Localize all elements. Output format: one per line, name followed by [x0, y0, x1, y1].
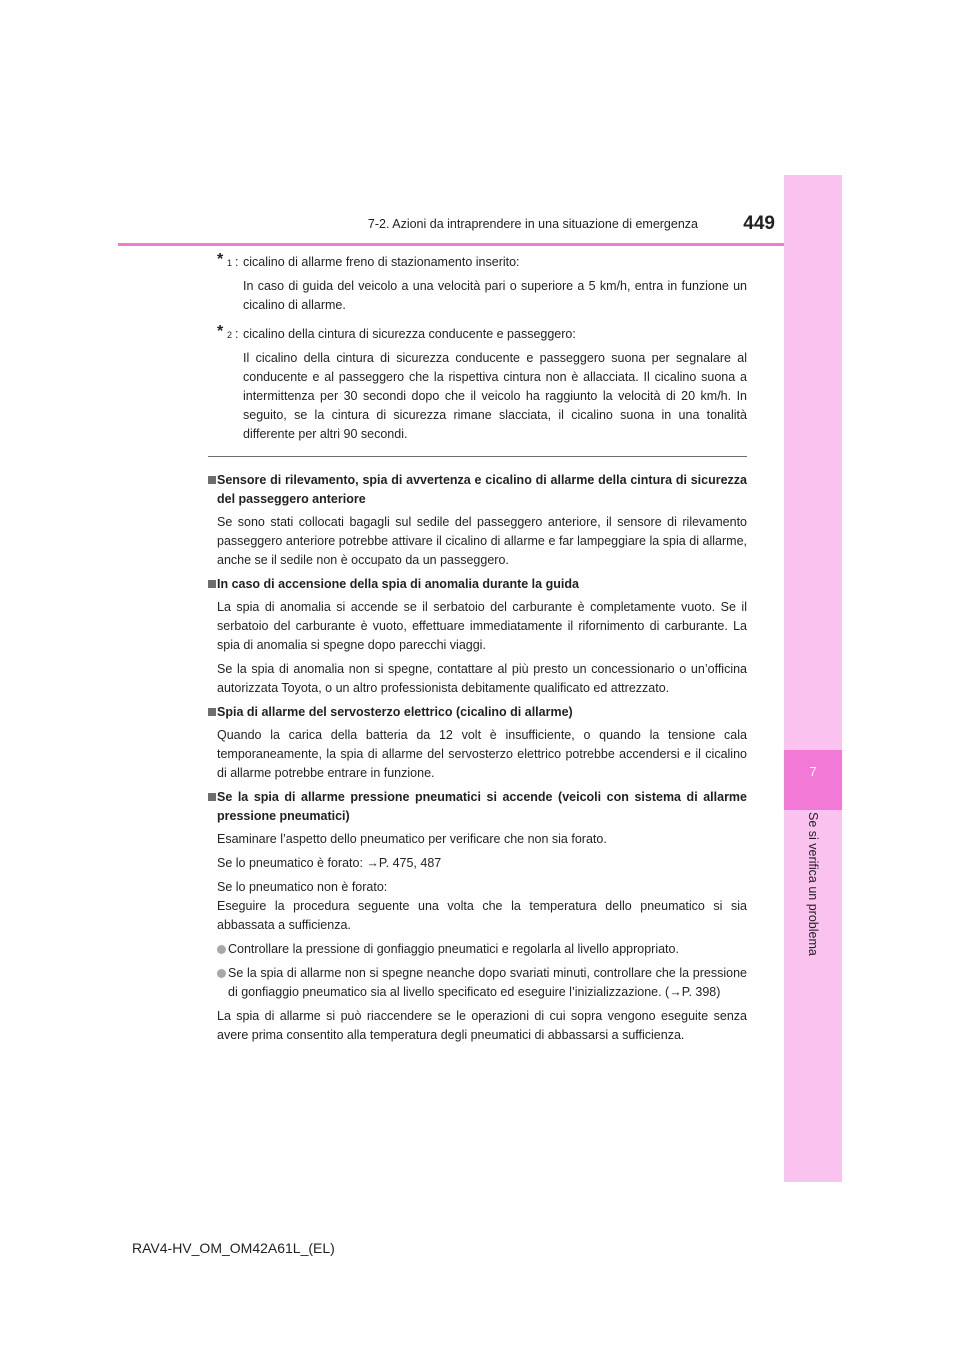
- square-bullet-icon: [208, 580, 216, 588]
- paragraph: La spia di anomalia si accende se il serbatoio del carburante è completamente vuoto. Se il serbatoio del carburante è vuoto, effettuare immediatamente il rifornimento di carburante. La spia di anomalia si spegne dopo parecchi viaggi.: [217, 600, 747, 652]
- paragraph: La spia di allarme si può riaccendere se le operazioni di cui sopra vengono eseguite senza avere prima consentito alla temperatura degli pneumatici di abbassarsi a sufficienza.: [217, 1009, 747, 1042]
- chapter-sidebar: [784, 175, 842, 1182]
- list-item-text: Se la spia di allarme non si spegne neanche dopo svariati minuti, controllare che la pressione di gonfiaggio pneumatico sia al livello specificato ed eseguire l’inizializzazione. (→P. 398): [228, 966, 747, 999]
- section-heading-text: Se la spia di allarme pressione pneumatici si accende (veicoli con sistema di allarme pressione pneumatici): [217, 790, 747, 823]
- section-heading-text: Sensore di rilevamento, spia di avvertenza e cicalino di allarme della cintura di sicurezza del passeggero anteriore: [217, 473, 747, 506]
- footnote-1-title: [217, 253, 747, 272]
- section-title: 7-2. Azioni da intraprendere in una situazione di emergenza: [367, 217, 698, 231]
- header-rule: [118, 243, 784, 246]
- paragraph: Se la spia di anomalia non si spegne, contattare al più presto un concessionario o un’officina autorizzata Toyota, o un altro professionista debitamente qualificato ed attrezzato.: [217, 662, 747, 695]
- round-bullet-icon: [217, 969, 226, 978]
- list-item: [217, 964, 747, 1002]
- footnote-title-text: cicalino di allarme freno di stazionamento inserito:: [243, 255, 520, 269]
- footnote-colon: :: [235, 327, 239, 341]
- footnote-asterisk: *: [217, 323, 224, 340]
- paragraph-line: Se lo pneumatico non è forato:: [217, 880, 388, 894]
- section-heading-seat-sensor: [208, 471, 747, 509]
- footnote-number: 1: [227, 258, 233, 268]
- footnote-title-text: cicalino della cintura di sicurezza conducente e passeggero:: [243, 327, 576, 341]
- section-heading-tire-pressure: [208, 788, 747, 826]
- paragraph: Se sono stati collocati bagagli sul sedile del passeggero anteriore, il sensore di rilevamento passeggero anteriore potrebbe attivare il cicalino di allarme e far lampeggiare la spia di allarme, anche se il sedile non è occupato da un passeggero.: [217, 515, 747, 567]
- square-bullet-icon: [208, 708, 216, 716]
- footnote-1-body: In caso di guida del veicolo a una velocità pari o superiore a 5 km/h, entra in funzione un cicalino di allarme.: [243, 279, 747, 312]
- paragraph: Quando la carica della batteria da 12 volt è insufficiente, o quando la tensione cala temporaneamente, la spia di allarme del servosterzo elettrico potrebbe accendersi e il cicalino di allarme potrebbe entrare in funzione.: [217, 728, 747, 780]
- chapter-number: 7: [809, 764, 817, 779]
- page-content: [217, 253, 747, 1050]
- square-bullet-icon: [208, 476, 216, 484]
- footnote-2-body: Il cicalino della cintura di sicurezza conducente e passeggero suona per segnalare al conducente e al passeggero che la rispettiva cintura non è allacciata. Il cicalino suona a intermittenza per 30 secondi dopo che il veicolo ha raggiunto la velocità di 20 km/h. In seguito, se la cintura di sicurezza rimane slacciata, il cicalino suona in una tonalità differente per altri 90 secondi.: [243, 351, 747, 441]
- chapter-title: Se si verifica un problema: [806, 812, 820, 956]
- section-heading-text: Spia di allarme del servosterzo elettrico (cicalino di allarme): [217, 705, 573, 719]
- list-item: [217, 940, 747, 959]
- footnote-2-title: [217, 325, 747, 344]
- section-heading-power-steering: [208, 703, 747, 722]
- paragraph: [217, 878, 747, 935]
- document-code: RAV4-HV_OM_OM42A61L_(EL): [132, 1240, 335, 1256]
- footnote-number: 2: [227, 330, 233, 340]
- paragraph-line: Eseguire la procedura seguente una volta che la temperatura dello pneumatico si sia abbassata a sufficienza.: [217, 899, 747, 932]
- page-reference: Se lo pneumatico è forato: →P. 475, 487: [217, 856, 442, 870]
- footnote-asterisk: *: [217, 251, 224, 268]
- round-bullet-icon: [217, 945, 226, 954]
- paragraph: Esaminare l’aspetto dello pneumatico per verificare che non sia forato.: [217, 832, 607, 846]
- page-number: 449: [743, 213, 775, 234]
- section-divider: [208, 456, 747, 457]
- footnote-colon: :: [235, 255, 239, 269]
- chapter-tab: [784, 750, 842, 810]
- section-heading-text: In caso di accensione della spia di anomalia durante la guida: [217, 577, 579, 591]
- list-item-text: Controllare la pressione di gonfiaggio pneumatici e regolarla al livello appropriato.: [228, 942, 679, 956]
- square-bullet-icon: [208, 793, 216, 801]
- section-heading-malfunction-light: [208, 575, 747, 594]
